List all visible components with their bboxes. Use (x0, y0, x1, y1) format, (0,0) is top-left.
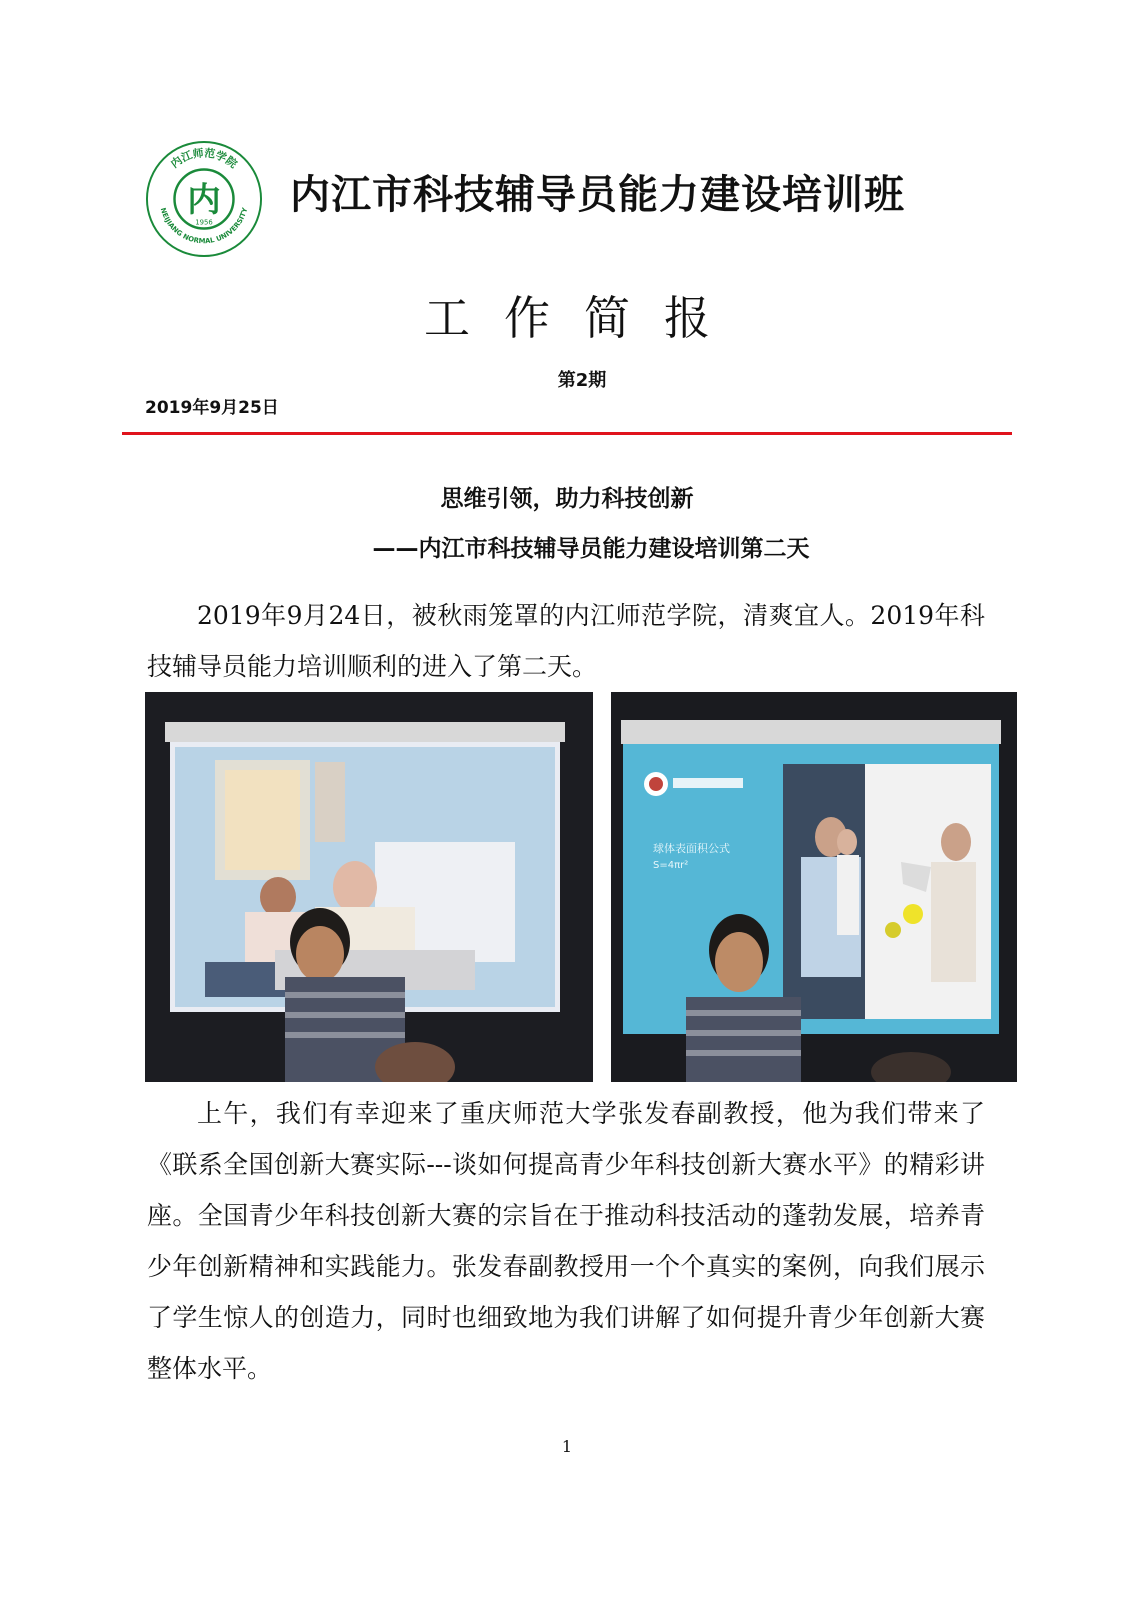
logo-lower-text: NEIJIANG NORMAL UNIVERSITY (158, 206, 250, 246)
logo-upper-text: 内江师范学院 (168, 146, 240, 171)
paragraph-intro: 2019年9月24日，被秋雨笼罩的内江师范学院，清爽宜人。2019年科技辅导员能力培训顺利的进入了第二天。 (147, 601, 985, 681)
header-divider (122, 432, 1012, 435)
slide-formula: S=4πr² (653, 860, 689, 871)
logo-emblem: 内 (187, 179, 221, 219)
lecture-photo-right (611, 692, 1017, 1082)
newsletter-title: 内江市科技辅导员能力建设培训班 (290, 172, 905, 218)
slide-formula-label: 球体表面积公式 (653, 842, 730, 855)
issue-number: 第2期 (557, 370, 607, 391)
paragraph-lecture: 上午，我们有幸迎来了重庆师范大学张发春副教授，他为我们带来了《联系全国创新大赛实际---谈如何提高青少年科技创新大赛水平》的精彩讲座。全国青少年科技创新大赛的宗旨在于推动科技活动的蓬勃发展，培养青少年创新精神和实践能力。张发春副教授用一个个真实的案例，向我们展示了学生惊人的创造力，同时也细致地为我们讲解了如何提升青少年创新大赛整体水平。 (147, 1099, 985, 1383)
logo-year: 1956 (195, 218, 213, 227)
university-logo (145, 140, 263, 258)
svg-text:内江师范学院 (168, 145, 240, 170)
newsletter-subtitle: 工作简报 (424, 291, 744, 345)
article-subheadline: ——内江市科技辅导员能力建设培训第二天 (372, 536, 810, 562)
lecture-photo-left (145, 692, 593, 1082)
publish-date: 2019年9月25日 (145, 398, 279, 418)
page-number: 1 (561, 1437, 573, 1456)
article-headline: 思维引领，助力科技创新 (440, 486, 694, 512)
